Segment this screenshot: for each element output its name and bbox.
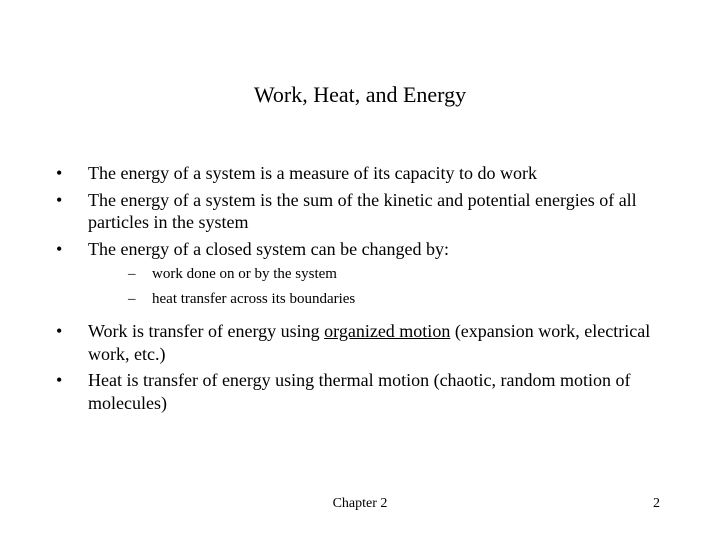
bullet-item xyxy=(56,238,656,313)
bullet-marker: • xyxy=(56,321,63,341)
sub-marker: – xyxy=(128,291,136,307)
bullet-marker: • xyxy=(56,189,63,210)
bullet-marker: • xyxy=(56,370,63,390)
sub-item xyxy=(128,262,656,287)
sub-list xyxy=(88,262,656,312)
bullet-text xyxy=(88,321,650,364)
underlined-term: organized motion xyxy=(324,321,451,341)
sub-text: work done on or by the system xyxy=(152,266,337,282)
bullet-item xyxy=(56,162,656,185)
footer-chapter: Chapter 2 xyxy=(332,496,388,511)
bullet-marker: • xyxy=(56,163,63,183)
sub-item xyxy=(128,287,656,312)
bullet-item xyxy=(56,189,656,234)
bullet-item xyxy=(56,320,656,365)
bullet-text-before: Work is transfer of energy using xyxy=(88,321,325,341)
bullet-text: The energy of a system is the sum of the kinetic and potential energies of all particles in the system xyxy=(88,189,637,232)
bullet-item xyxy=(56,369,656,414)
bullet-text: The energy of a closed system can be changed by: xyxy=(88,238,450,259)
sub-marker: – xyxy=(128,266,136,282)
sub-text: heat transfer across its boundaries xyxy=(152,291,356,307)
bullet-text: Heat is transfer of energy using thermal motion (chaotic, random motion of molecules) xyxy=(88,370,631,413)
footer-page-number: 2 xyxy=(653,496,660,511)
bullet-text-after: (expansion work, electrical work, etc.) xyxy=(88,321,651,364)
slide-title: Work, Heat, and Energy xyxy=(253,82,467,107)
bullet-marker: • xyxy=(56,238,63,259)
bullet-text: The energy of a system is a measure of its capacity to do work xyxy=(88,163,538,183)
bullet-list xyxy=(56,162,656,418)
